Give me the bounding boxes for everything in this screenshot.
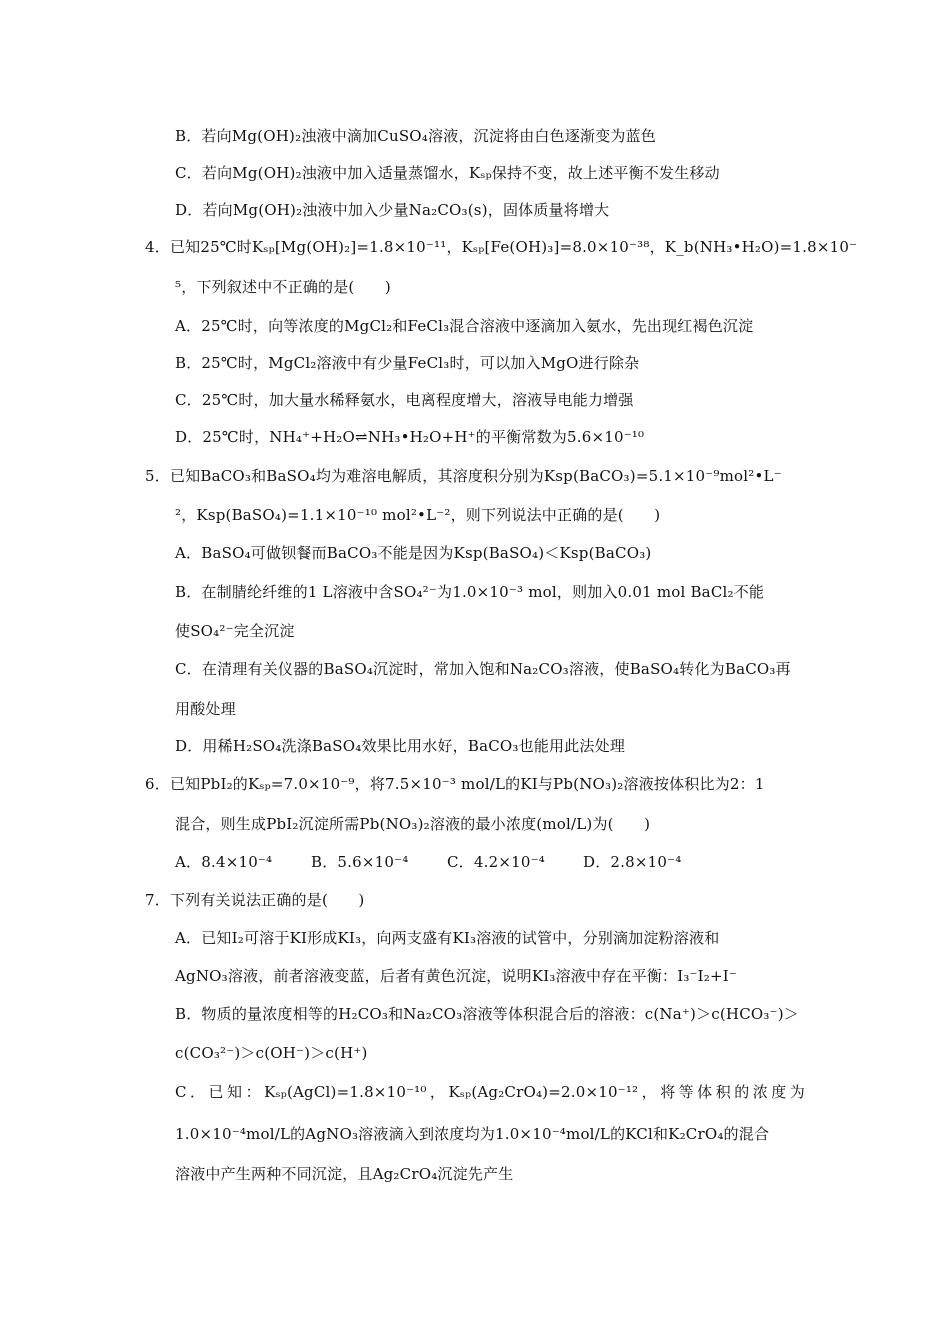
q4-stem-line2: ⁵，下列叙述中不正确的是( )	[175, 278, 391, 296]
q4-option-d: D．25℃时，NH₄⁺+H₂O⇌NH₃•H₂O+H⁺的平衡常数为5.6×10⁻¹⁰	[175, 428, 645, 446]
q6-option-a: A．8.4×10⁻⁴	[175, 853, 273, 871]
q5-option-b-line2: 使SO₄²⁻完全沉淀	[175, 622, 295, 640]
q6-option-b: B．5.6×10⁻⁴	[311, 853, 409, 871]
q3-option-c: C．若向Mg(OH)₂浊液中加入适量蒸馏水，Kₛₚ保持不变，故上述平衡不发生移动	[175, 164, 720, 182]
q3-option-b: B．若向Mg(OH)₂浊液中滴加CuSO₄溶液，沉淀将由白色逐渐变为蓝色	[175, 127, 657, 145]
q5-option-c-line2: 用酸处理	[175, 700, 236, 718]
q7-option-b-line2: c(CO₃²⁻)＞c(OH⁻)＞c(H⁺)	[175, 1044, 368, 1062]
q5-option-d: D．用稀H₂SO₄洗涤BaSO₄效果比用水好，BaCO₃也能用此法处理	[175, 737, 626, 755]
q6-stem-line2: 混合，则生成PbI₂沉淀所需Pb(NO₃)₂溶液的最小浓度(mol/L)为( )	[175, 815, 651, 833]
q3-option-d: D．若向Mg(OH)₂浊液中加入少量Na₂CO₃(s)，固体质量将增大	[175, 201, 610, 219]
q4-option-a: A．25℃时，向等浓度的MgCl₂和FeCl₃混合溶液中逐滴加入氨水，先出现红褐色沉淀	[175, 317, 754, 335]
q7-option-a-line1: A．已知I₂可溶于KI形成KI₃，向两支盛有KI₃溶液的试管中，分别滴加淀粉溶液和	[175, 929, 720, 947]
q5-stem-line1: 5．已知BaCO₃和BaSO₄均为难溶电解质，其溶度积分别为Ksp(BaCO₃)=5.1×10⁻⁹mol²•L⁻	[145, 467, 782, 485]
q5-option-b-line1: B．在制腈纶纤维的1 L溶液中含SO₄²⁻为1.0×10⁻³ mol，则加入0.01 mol BaCl₂不能	[175, 583, 765, 601]
q7-option-c-line3: 溶液中产生两种不同沉淀，且Ag₂CrO₄沉淀先产生	[175, 1165, 514, 1183]
q6-option-c: C．4.2×10⁻⁴	[447, 853, 545, 871]
q7-option-c-line2: 1.0×10⁻⁴mol/L的AgNO₃溶液滴入到浓度均为1.0×10⁻⁴mol/L的KCl和K₂CrO₄的混合	[175, 1125, 770, 1143]
q6-stem-line1: 6．已知PbI₂的Kₛₚ=7.0×10⁻⁹，将7.5×10⁻³ mol/L的KI与Pb(NO₃)₂溶液按体积比为2：1	[145, 775, 765, 793]
q5-option-a: A．BaSO₄可做钡餐而BaCO₃不能是因为Ksp(BaSO₄)＜Ksp(BaCO₃)	[175, 544, 652, 562]
q6-option-d: D．2.8×10⁻⁴	[583, 853, 682, 871]
q4-option-c: C．25℃时，加大量水稀释氨水，电离程度增大，溶液导电能力增强	[175, 391, 634, 409]
q4-option-b: B．25℃时，MgCl₂溶液中有少量FeCl₃时，可以加入MgO进行除杂	[175, 354, 640, 372]
q5-option-c-line1: C．在清理有关仪器的BaSO₄沉淀时，常加入饱和Na₂CO₃溶液，使BaSO₄转化为BaCO₃再	[175, 660, 791, 678]
q7-stem: 7．下列有关说法正确的是( )	[145, 891, 365, 909]
q4-stem-line1: 4．已知25℃时Kₛₚ[Mg(OH)₂]=1.8×10⁻¹¹，Kₛₚ[Fe(OH)₃]=8.0×10⁻³⁸，K_b(NH₃•H₂O)=1.8×10⁻	[145, 238, 858, 256]
q7-option-c-line1: C．已知：Kₛₚ(AgCl)=1.8×10⁻¹⁰，Kₛₚ(Ag₂CrO₄)=2.0×10⁻¹²，将等体积的浓度为	[175, 1083, 805, 1101]
q7-option-b-line1: B．物质的量浓度相等的H₂CO₃和Na₂CO₃溶液等体积混合后的溶液：c(Na⁺)＞c(HCO₃⁻)＞	[175, 1005, 799, 1023]
q7-option-a-line2: AgNO₃溶液，前者溶液变蓝，后者有黄色沉淀，说明KI₃溶液中存在平衡：I₃⁻I₂+I⁻	[175, 967, 738, 985]
q6-options	[175, 852, 681, 872]
q5-stem-line2: ²，Ksp(BaSO₄)=1.1×10⁻¹⁰ mol²•L⁻²，则下列说法中正确的是( )	[175, 506, 661, 524]
